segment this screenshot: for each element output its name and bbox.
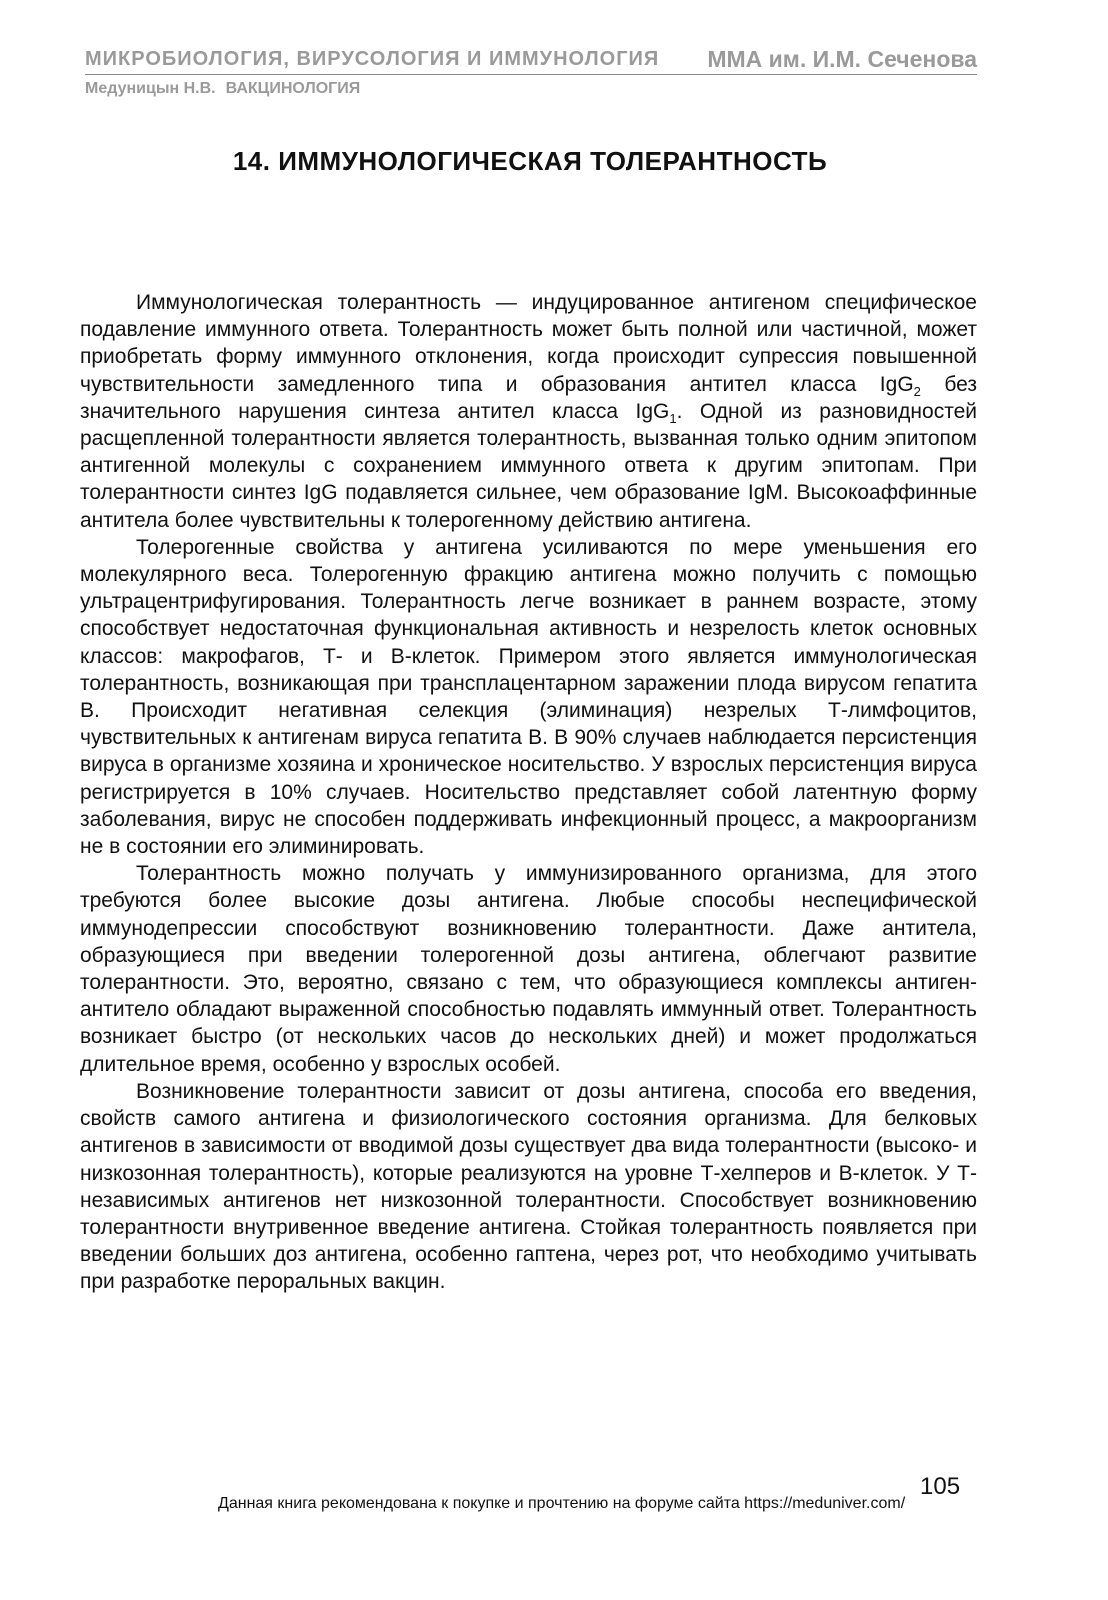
header-book-line (85, 80, 360, 98)
running-header (85, 46, 977, 75)
body-text (80, 289, 977, 1296)
header-subject: МИКРОБИОЛОГИЯ, ВИРУСОЛОГИЯ И ИММУНОЛОГИЯ (85, 48, 660, 70)
subscript-igg1: 1 (669, 411, 677, 426)
paragraph-1 (80, 289, 977, 534)
paragraph-1-part-a: Иммунологическая толерантность — индуцированное антигеном специфическое подавление иммунного ответа. Толерантность может быть полной или частичной, может приобретать форму иммунного отклонения, когда происходит супрессия повышенной чувствительности замедленного типа и образования антител класса IgG (80, 291, 977, 396)
paragraph-1-part-c: . Одной из разновидностей расщепленной толерантности является толерантность, вызванная только одним эпитопом антигенной молекулы с сохранением иммунного ответа к другим эпитопам. При толерантности синтез IgG подавляется сильнее, чем образование IgM. Высокоаффинные антитела более чувствительны к толерогенному действию антигена. (80, 399, 977, 532)
footer-note: Данная книга рекомендована к покупке и прочтению на форуме сайта https://meduniver.com/ (218, 1495, 906, 1512)
paragraph-3: Толерантность можно получать у иммунизированного организма, для этого требуются более высокие дозы антигена. Любые способы неспецифической иммунодепрессии способствуют возникновению толерантности. Даже антитела, образующиеся при введении толерогенной дозы антигена, облегчают развитие толерантности. Это, вероятно, связано с тем, что образующиеся комплексы антиген-антитело обладают выраженной способностью подавлять иммунный ответ. Толерантность возникает быстро (от нескольких часов до нескольких дней) и может продолжаться длительное время, особенно у взрослых особей. (80, 862, 977, 1076)
header-institution: ММА им. И.М. Сеченова (707, 46, 977, 72)
paragraph-1-part-b: без значительного нарушения синтеза антител класса IgG (80, 372, 977, 423)
paragraph-2: Толерогенные свойства у антигена усиливаются по мере уменьшения его молекулярного веса. Толерогенную фракцию антигена можно получить с помощью ультрацентрифугирования. Толерантность легче возникает в раннем возрасте, этому способствует недостаточная функциональная активность и незрелость клеток основных классов: макрофагов, Т- и В-клеток. Примером этого является иммунологическая толерантность, возникающая при трансплацентарном заражении плода вирусом гепатита В. Происходит негативная селекция (элиминация) незрелых Т-лимфоцитов, чувствительных к антигенам вируса гепатита В. В 90% случаев наблюдается персистенция вируса в организме хозяина и хроническое носительство. У взрослых персистенция вируса регистрируется в 10% случаев. Носительство представляет собой латентную форму заболевания, вирус не способен поддерживать инфекционный процесс, а макроорганизм не в состоянии его элиминировать. (80, 535, 977, 859)
page-number: 105 (920, 1473, 961, 1500)
chapter-title: 14. ИММУНОЛОГИЧЕСКАЯ ТОЛЕРАНТНОСТЬ (232, 146, 828, 176)
subscript-igg2: 2 (913, 383, 921, 399)
paragraph-4: Возникновение толерантности зависит от дозы антигена, способа его введения, свойств самого антигена и физиологического состояния организма. Для белковых антигенов в зависимости от вводимой дозы существует два вида толерантности (высоко- и низкозонная толерантность), которые реализуются на уровне Т-хелперов и В-клеток. У Т-независимых антигенов нет низкозонной толерантности. Способствует возникновению толерантности внутривенное введение антигена. Стойкая толерантность появляется при введении больших доз антигена, особенно гаптена, через рот, что необходимо учитывать при разработке пероральных вакцин. (80, 1079, 977, 1294)
header-author: Медуницын Н.В. (85, 80, 216, 97)
header-book-title: ВАКЦИНОЛОГИЯ (225, 80, 361, 97)
